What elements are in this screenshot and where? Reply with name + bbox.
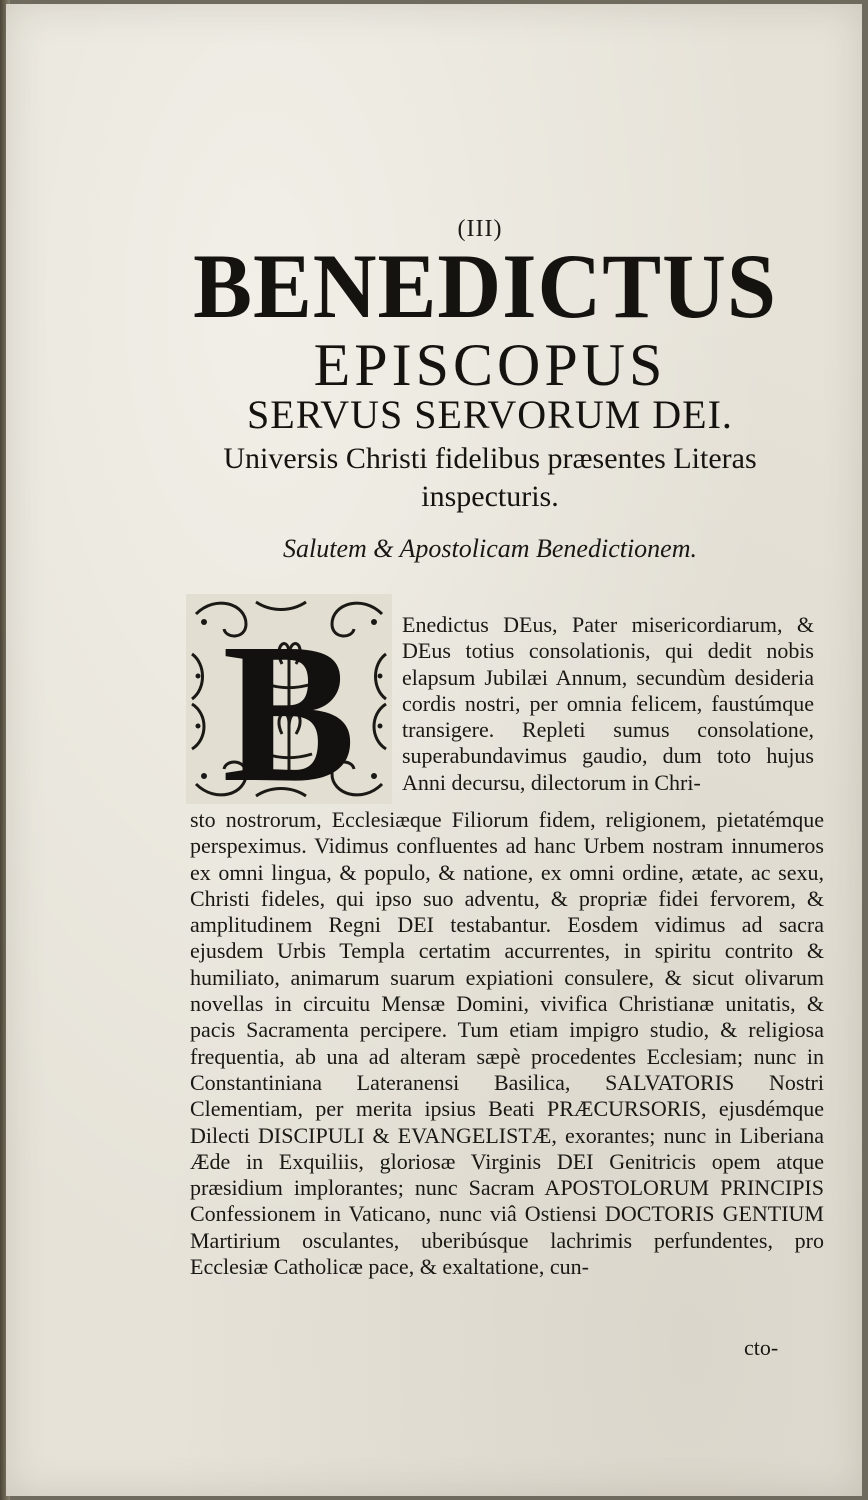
decorated-initial-b xyxy=(186,594,392,804)
address-line-2: inspecturis. xyxy=(421,480,559,513)
address-line-1: Universis Christi fidelibus præsentes Literas xyxy=(223,442,757,475)
initial-letter: B xyxy=(222,603,356,804)
salutation: Salutem & Apostolicam Benedictionem. xyxy=(283,534,697,563)
title-episcopus: EPISCOPUS xyxy=(313,332,667,398)
body-text-opening: Enedictus DEus, Pater misericordiarum, & DEus totius consolationis, qui dedit nobis elapsum Jubilæi Annum, secundùm desideria cordis nostri, per omnia felicem, faustúmque transigere. Repleti sumus consolatione, superabundavimus gaudio, dum toto hujus Anni decursu, dilectorum in Chri- xyxy=(402,612,814,795)
catchword: cto- xyxy=(744,1335,779,1360)
page-number: (III) xyxy=(457,216,503,242)
body-text: sto nostrorum, Ecclesiæque Filiorum fidem, religionem, pietatémque perspeximus. Vidimus confluentes ad hanc Urbem nostram innumeros ex omni lingua, & populo, & natione, ex omni ordine, ætate, ac sexu, Christi fideles, qui ipso suo adventu, & propriæ fidei fervorem, & amplitudinem Regni DEI testabantur. Eosdem vidimus ad sacra ejusdem Urbis Templa certatim accurrentes, in spiritu contrito & humiliato, animarum suarum expiationi consulere, & sicut olivarum novellas in circuitu Mensæ Domini, vivifica Christianæ unitatis, & pacis Sacramenta percipere. Tum etiam impigro studio, & religiosa frequentia, ab una ad alteram sæpè procedentes Ecclesiam; nunc in Constantiniana Lateranensi Basilica, SALVATORIS Nostri Clementiam, per merita ipsius Beati PRÆCURSORIS, ejusdémque Dilecti DISCIPULI & EVANGELISTÆ, exorantes; nunc in Liberiana Æde in Exquiliis, gloriosæ Virginis DEI Genitricis opem atque præsidium implorantes; nunc Sacram APOSTOLORUM PRINCIPIS Confessionem in Vaticano, nunc viâ Ostiensi DOCTORIS GENTIUM Martirium osculantes, uberibúsque lachrimis perfundentes, pro Ecclesiæ Catholicæ pace, & exaltatione, cun- xyxy=(190,807,824,1280)
title-servus-servorum: SERVUS SERVORUM DEI. xyxy=(247,392,733,437)
address-block xyxy=(150,440,830,516)
title-benedictus: BENEDICTUS xyxy=(193,235,777,337)
